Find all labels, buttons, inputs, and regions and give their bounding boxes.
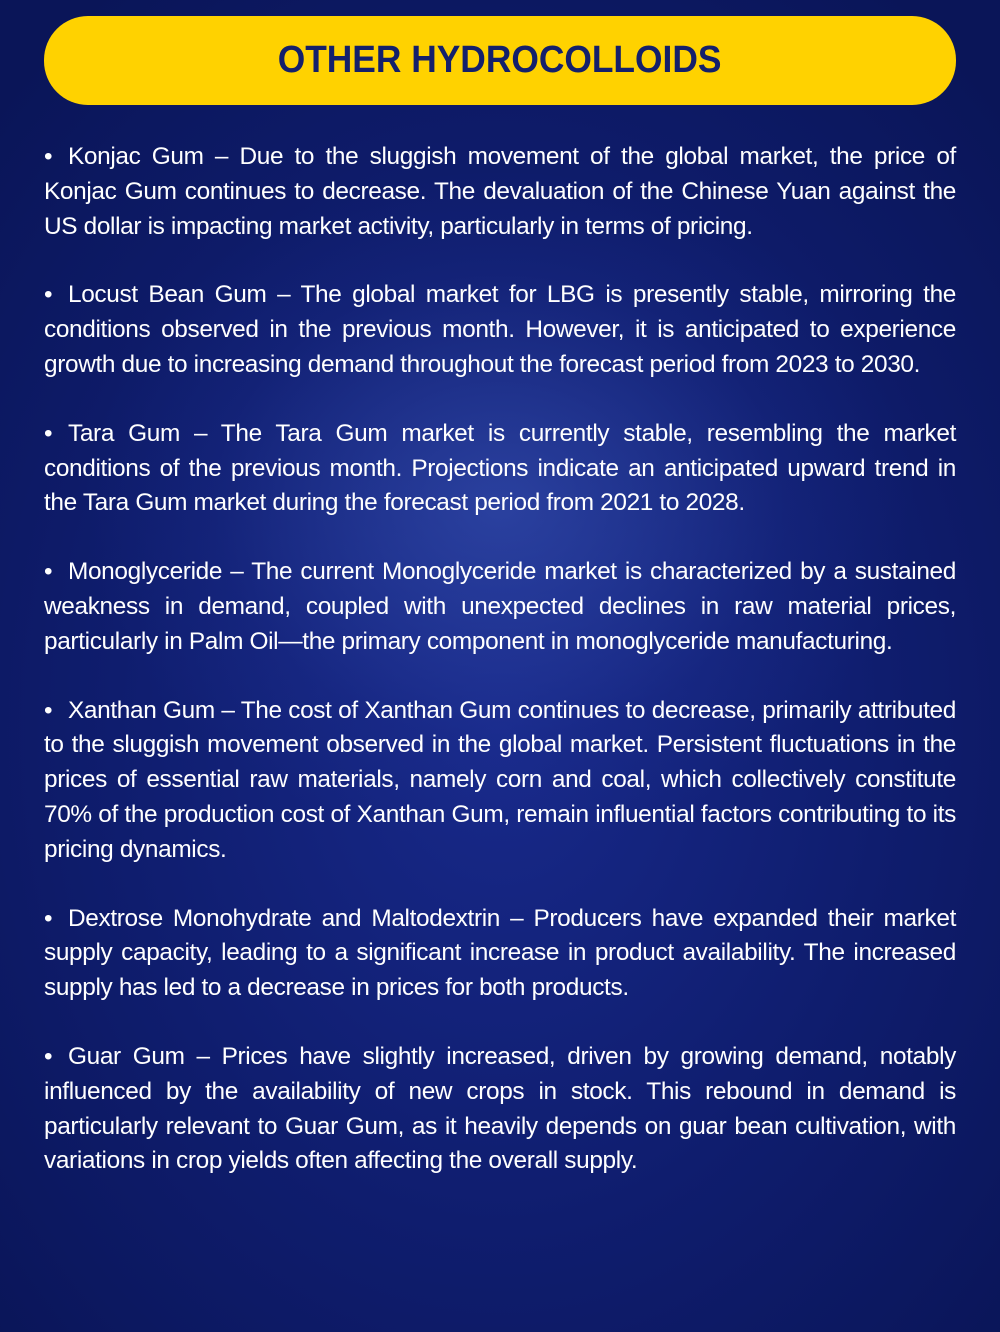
bullet-list [44,140,956,1213]
bullet-icon: • [44,143,53,170]
bullet-icon: • [44,1042,53,1070]
item-text: Konjac Gum – Due to the sluggish movement of the global market, the price of Konjac Gum continues to decrease. The devaluation of the Chinese Yuan against the US dollar is impacting market activity, particularly in terms of pricing. [44,143,956,240]
bullet-icon: • [44,696,53,724]
item-text: Monoglyceride – The current Monoglyceride market is characterized by a sustained weakness in demand, coupled with unexpected declines in raw material prices, particularly in Palm Oil—the primary component in monoglyceride manufacturing. [44,558,956,655]
page-title: OTHER HYDROCOLLOIDS [278,39,722,81]
list-item-xanthan-gum [44,694,956,868]
title-banner [44,16,956,105]
item-text: Xanthan Gum – The cost of Xanthan Gum continues to decrease, primarily attributed to the sluggish movement observed in the global market. Persistent fluctuations in the prices of essential raw materials, namely corn and coal, which collectively constitute 70% of the production cost of Xanthan Gum, remain influential factors contributing to its pricing dynamics. [44,696,956,863]
item-text: Dextrose Monohydrate and Maltodextrin – Producers have expanded their market supply capacity, leading to a significant increase in product availability. The increased supply has led to a decrease in prices for both products. [44,904,956,1002]
list-item-dextrose-maltodextrin [44,902,956,1006]
list-item-guar-gum [44,1040,956,1179]
list-item-tara-gum [44,417,956,521]
item-text: Tara Gum – The Tara Gum market is currently stable, resembling the market conditions of the previous month. Projections indicate an anticipated upward trend in the Tara Gum market during the forecast period from 2021 to 2028. [44,419,956,517]
bullet-icon: • [44,558,53,586]
item-text: Guar Gum – Prices have slightly increased, driven by growing demand, notably influenced by the availability of new crops in stock. This rebound in demand is particularly relevant to Guar Gum, as it heavily depends on guar bean cultivation, with variations in crop yields often affecting the overall supply. [44,1042,956,1175]
item-text: Locust Bean Gum – The global market for LBG is presently stable, mirroring the conditions observed in the previous month. However, it is anticipated to experience growth due to increasing demand throughout the forecast period from 2023 to 2030. [44,281,956,378]
list-item-konjac-gum [44,140,956,244]
list-item-locust-bean-gum [44,278,956,382]
list-item-monoglyceride [44,555,956,659]
bullet-icon: • [44,281,53,309]
bullet-icon: • [44,904,53,932]
bullet-icon: • [44,419,53,447]
